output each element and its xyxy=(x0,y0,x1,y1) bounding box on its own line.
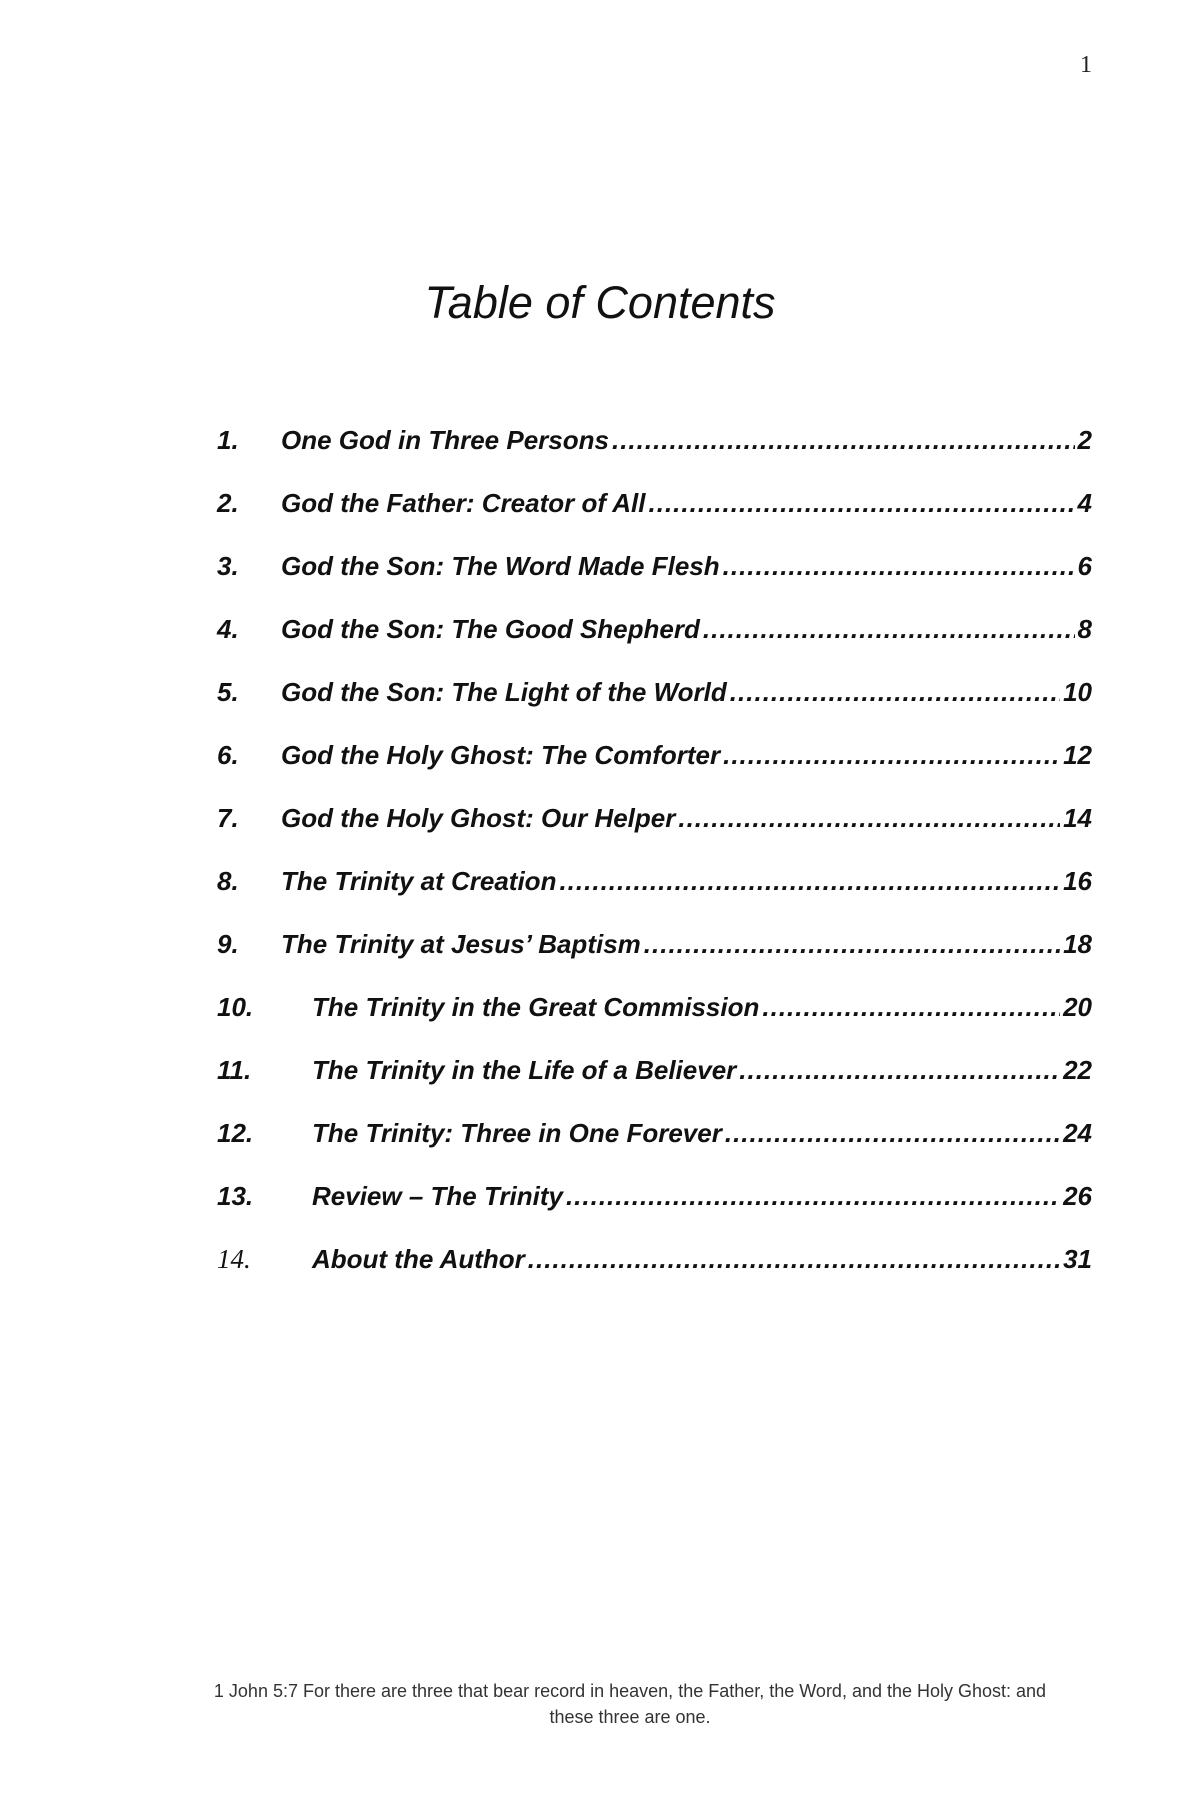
toc-entry[interactable] xyxy=(217,677,1092,740)
toc-entry-page: 31 xyxy=(1063,1244,1092,1274)
toc-entry[interactable] xyxy=(217,488,1092,551)
toc-dot-leader xyxy=(612,425,1075,456)
toc-entry-number: 6. xyxy=(217,740,239,770)
toc-entry[interactable] xyxy=(217,866,1092,929)
toc-dot-leader xyxy=(725,1118,1060,1149)
toc-dot-leader xyxy=(678,803,1060,834)
toc-entry-title: The Trinity at Jesus’ Baptism xyxy=(281,929,641,959)
toc-entry-page: 18 xyxy=(1063,929,1092,959)
toc-dot-leader xyxy=(644,929,1060,960)
toc-entry-title: About the Author xyxy=(312,1244,525,1274)
toc-entry-title: The Trinity in the Life of a Believer xyxy=(312,1055,737,1085)
page-number: 1 xyxy=(1080,52,1092,78)
toc-entry[interactable] xyxy=(217,551,1092,614)
toc-entry-number: 3. xyxy=(217,551,239,581)
toc-entry[interactable] xyxy=(217,1244,1092,1307)
toc-dot-leader xyxy=(762,992,1060,1023)
toc-entry-title: The Trinity at Creation xyxy=(281,866,557,896)
toc-dot-leader xyxy=(723,740,1060,771)
footer-verse: 1 John 5:7 For there are three that bear record in heaven, the Father, the Word, and the Holy Ghost: and these three are one. xyxy=(213,1681,1047,1727)
toc-entry-title: God the Son: The Good Shepherd xyxy=(281,614,700,644)
toc-entry-number: 8. xyxy=(217,866,239,896)
toc-title: Table of Contents xyxy=(424,277,776,328)
toc-entry[interactable] xyxy=(217,929,1092,992)
toc-list xyxy=(217,425,1092,1307)
toc-entry-number: 12. xyxy=(217,1118,254,1148)
toc-entry-title: The Trinity: Three in One Forever xyxy=(312,1118,722,1148)
toc-entry-page: 24 xyxy=(1063,1118,1092,1148)
toc-entry-page: 4 xyxy=(1077,488,1092,518)
toc-dot-leader xyxy=(649,488,1075,519)
toc-entry[interactable] xyxy=(217,614,1092,677)
toc-entry-title: God the Son: The Word Made Flesh xyxy=(281,551,720,581)
toc-entry-page: 10 xyxy=(1063,677,1092,707)
toc-entry-number: 7. xyxy=(217,803,239,833)
toc-entry-number: 9. xyxy=(217,929,239,959)
toc-entry[interactable] xyxy=(217,425,1092,488)
toc-entry[interactable] xyxy=(217,1055,1092,1118)
toc-dot-leader xyxy=(703,614,1075,645)
toc-entry[interactable] xyxy=(217,740,1092,803)
toc-entry-title: God the Father: Creator of All xyxy=(281,488,646,518)
toc-entry-title: God the Son: The Light of the World xyxy=(281,677,727,707)
toc-entry-number: 1. xyxy=(217,425,239,455)
toc-entry-page: 8 xyxy=(1077,614,1092,644)
toc-entry-page: 12 xyxy=(1063,740,1092,770)
toc-entry-page: 26 xyxy=(1063,1181,1092,1211)
toc-dot-leader xyxy=(723,551,1075,582)
toc-entry-number: 10. xyxy=(217,992,254,1022)
toc-entry[interactable] xyxy=(217,1118,1092,1181)
toc-entry-page: 2 xyxy=(1077,425,1092,455)
toc-dot-leader xyxy=(739,1055,1060,1086)
toc-entry-title: The Trinity in the Great Commission xyxy=(312,992,760,1022)
toc-entry[interactable] xyxy=(217,803,1092,866)
toc-entry-number: 11. xyxy=(217,1055,252,1085)
toc-entry[interactable] xyxy=(217,1181,1092,1244)
toc-dot-leader xyxy=(566,1181,1060,1212)
toc-dot-leader xyxy=(559,866,1060,897)
toc-entry-number: 4. xyxy=(217,614,239,644)
toc-entry-title: God the Holy Ghost: Our Helper xyxy=(281,803,676,833)
toc-entry-title: Review – The Trinity xyxy=(312,1181,563,1211)
toc-entry-number: 2. xyxy=(217,488,239,518)
toc-entry-title: God the Holy Ghost: The Comforter xyxy=(281,740,721,770)
toc-dot-leader xyxy=(528,1244,1060,1275)
toc-entry-page: 16 xyxy=(1063,866,1092,896)
toc-entry[interactable] xyxy=(217,992,1092,1055)
toc-entry-title: One God in Three Persons xyxy=(281,425,609,455)
toc-entry-number: 5. xyxy=(217,677,239,707)
toc-dot-leader xyxy=(730,677,1060,708)
toc-entry-page: 6 xyxy=(1077,551,1092,581)
toc-entry-page: 20 xyxy=(1063,992,1092,1022)
toc-entry-number: 14. xyxy=(217,1244,251,1274)
toc-entry-page: 14 xyxy=(1063,803,1092,833)
toc-entry-number: 13. xyxy=(217,1181,254,1211)
toc-entry-page: 22 xyxy=(1063,1055,1092,1085)
